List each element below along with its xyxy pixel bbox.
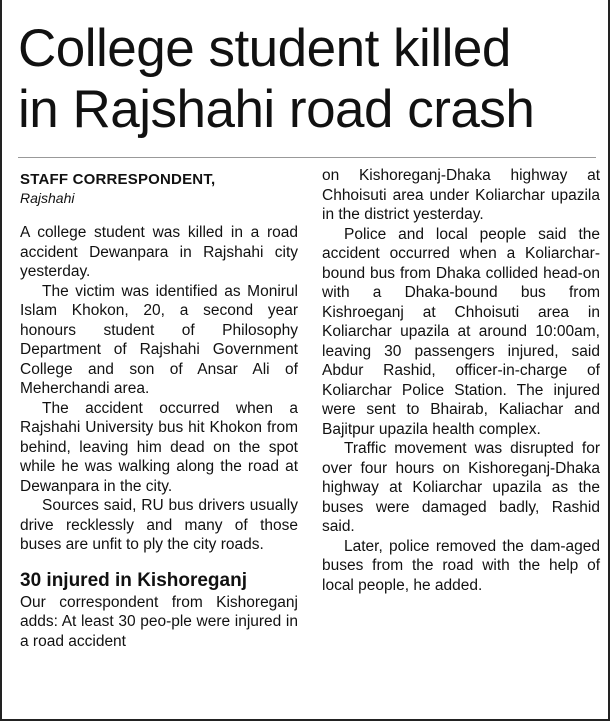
paragraph: Traffic movement was disrupted for over four hours on Kishoreganj-Dhaka highway at Koliarchar upazila as the buses were damaged badly, Rashid said. [322,440,600,535]
byline-name: STAFF CORRESPONDENT, [20,171,216,188]
byline-location: Rajshahi [20,190,75,206]
paragraph: The victim was identified as Monirul Islam Khokon, 20, a second year honours student of Philosophy Department of Rajshahi Government College and son of Ansar Ali of Meherchandi area. [20,282,298,397]
right-column [322,166,600,595]
paragraph: Our correspondent from Kishoreganj adds: At least 30 peo-ple were injured in a road accident [20,593,298,650]
paragraph: on Kishoreganj-Dhaka highway at Chhoisuti area under Koliarchar upazila in the district yesterday. [322,167,600,223]
paragraph: The accident occurred when a Rajshahi University bus hit Khokon from behind, leaving him dead on the spot while he was walking along the road at Dewanpara in the city. [20,399,298,495]
subheading: 30 injured in Kishoreganj [20,569,247,591]
left-column [20,170,298,651]
headline [18,18,608,140]
paragraph: Sources said, RU bus drivers usually drive recklessly and many of those buses are unfit to ply the city roads. [20,497,298,553]
headline-line-1: College student killed [18,19,511,78]
headline-divider [18,157,596,158]
paragraph: Police and local people said the accident occurred when a Koliarchar-bound bus from Dhaka collided head-on with a Dhaka-bound bus from Kishroeganj at Chhoisuti area in Koliarchar upazila at around 10:00am, leaving 30 passengers injured, said Abdur Rashid, officer-in-charge of Koliarchar Police Station. The injured were sent to Bhairab, Kaliachar and Bajitpur upazila health complex. [322,225,600,438]
paragraph: Later, police removed the dam-aged buses from the road with the help of local people, he added. [322,537,600,594]
headline-line-2: in Rajshahi road crash [18,80,535,139]
paragraph: A college student was killed in a road accident Dewanpara in Rajshahi city yesterday. [20,224,298,280]
